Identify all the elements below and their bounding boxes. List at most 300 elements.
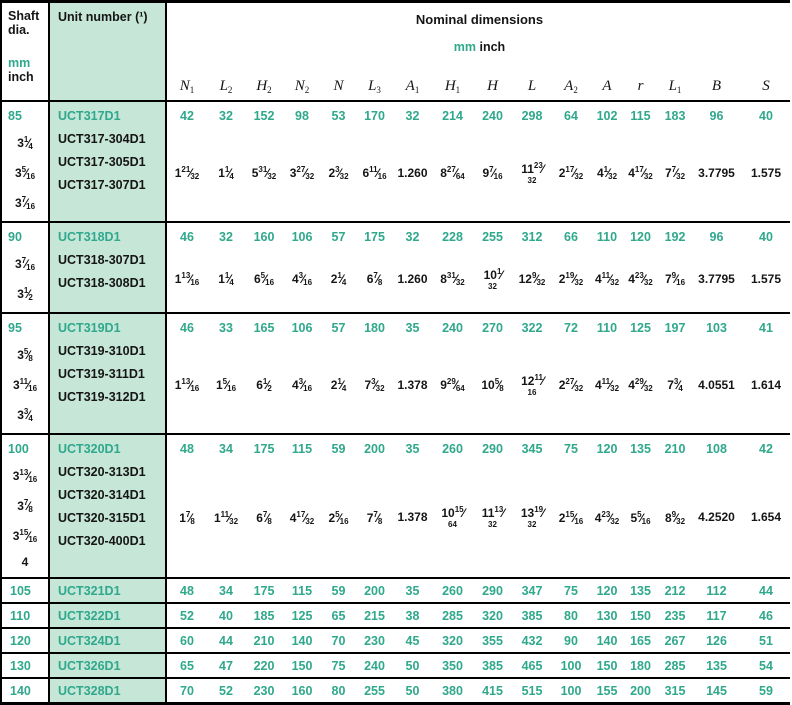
dim-cell-h1	[432, 102, 473, 221]
column-symbols-row	[167, 78, 792, 100]
dim-cell-l1	[657, 102, 693, 221]
dim-mm-value: 53	[331, 109, 346, 123]
dim-mm-value: 322	[521, 321, 543, 335]
dim-cell-l2	[207, 102, 245, 221]
dim-cell-a2	[552, 314, 590, 433]
spacer	[8, 37, 46, 56]
unit-number-sub: UCT318-307D1	[58, 253, 146, 267]
dim-cell-n1	[167, 314, 207, 433]
dim-cell-r: 180	[630, 658, 651, 673]
dim-mm-value: 125	[630, 321, 651, 335]
dim-cell-r	[624, 314, 657, 433]
dim-inch-value: $10^5⁄_8$	[481, 377, 504, 393]
unit-number-cell	[50, 435, 167, 577]
dim-mm-value: 32	[405, 230, 420, 244]
dim-mm-value: 75	[564, 442, 578, 456]
shaft-dia-header	[2, 3, 50, 100]
single-row-105	[2, 577, 790, 602]
dim-cell-a	[590, 223, 624, 312]
dim-cell-a1	[393, 223, 432, 312]
dim-cell-a: 130	[596, 608, 618, 623]
dim-cell-n1: 65	[180, 658, 194, 673]
dim-mm-value: 200	[364, 442, 385, 456]
column-header-n: N	[333, 78, 344, 94]
dim-cell-l: 515	[521, 683, 543, 698]
dim-cell-n1: 60	[180, 633, 194, 648]
column-header-b: B	[711, 78, 722, 94]
dim-cell-h2	[245, 435, 283, 577]
unit-number-cell: UCT328D1	[50, 679, 167, 702]
dim-cell-b: 126	[706, 633, 727, 648]
dim-cell-a1	[393, 314, 432, 433]
dim-mm-value: 110	[596, 230, 618, 244]
dim-cell-l	[512, 435, 552, 577]
unit-number-main: UCT317D1	[58, 109, 121, 123]
dim-cell-n2: 150	[291, 658, 313, 673]
shaft-header-line1: Shaft	[8, 9, 40, 23]
dim-cell-l3	[356, 223, 393, 312]
dim-cell-h2: 230	[253, 683, 275, 698]
dim-mm-value: 42	[759, 442, 773, 456]
dim-cell-a1: 35	[405, 583, 420, 598]
dim-cell-l2	[207, 223, 245, 312]
dim-cell-b: 112	[706, 583, 727, 598]
dim-inch-value: $1^{13}⁄_{16}$	[174, 377, 200, 393]
dim-cell-a: 150	[596, 658, 618, 673]
dim-cell-n1	[167, 223, 207, 312]
dim-inch-value: $1^5⁄_{16}$	[215, 377, 237, 393]
dim-inch-value: $2^{17}⁄_{32}$	[558, 165, 584, 181]
dim-cell-l1	[657, 223, 693, 312]
dim-cell-h	[473, 435, 512, 577]
dim-cell-l	[512, 223, 552, 312]
dim-cell-l: 465	[521, 658, 543, 673]
unit-number-cell	[50, 102, 167, 221]
dim-mm-value: 152	[253, 109, 275, 123]
dim-mm-value: 298	[521, 109, 543, 123]
dim-inch-value: $1^{13}⁄_{16}$	[174, 271, 200, 287]
shaft-dia-cell: 120	[2, 629, 50, 652]
dim-inch-value: $1^1⁄_4$	[218, 165, 234, 181]
unit-number-cell	[50, 314, 167, 433]
dim-cell-s: 54	[759, 658, 773, 673]
dim-cell-b	[693, 435, 740, 577]
shaft-mm-value: 95	[8, 321, 22, 335]
dim-mm-value: 135	[630, 442, 651, 456]
shaft-header-line2: dia.	[8, 23, 30, 37]
dim-cell-a2: 90	[564, 633, 578, 648]
dim-cell-a1: 50	[405, 683, 420, 698]
single-row-130	[2, 652, 790, 677]
dim-inch-value: 1.260	[397, 271, 428, 286]
shaft-inch-value: $3^5⁄_8$	[17, 347, 33, 363]
dim-cell-s	[740, 223, 792, 312]
shaft-dia-cell: 130	[2, 654, 50, 677]
dim-cell-s	[740, 314, 792, 433]
column-header-n2: $N_2$	[294, 78, 310, 95]
units-row	[167, 40, 792, 54]
shaft-inch-value: $3^3⁄_4$	[17, 407, 33, 423]
dim-cell-l: 347	[521, 583, 543, 598]
shaft-dia-cell: 105	[2, 579, 50, 602]
dim-cell-l2: 52	[219, 683, 233, 698]
dim-mm-value: 312	[521, 230, 543, 244]
dim-inch-value: $2^1⁄_4$	[330, 377, 347, 393]
dim-inch-value: $2^1⁄_4$	[330, 271, 347, 287]
dim-inch-value: $4^{11}⁄_{32}$	[594, 377, 620, 393]
dim-cell-h: 415	[482, 683, 503, 698]
unit-number-main: UCT319D1	[58, 321, 121, 335]
shaft-inch-value: $3^{15}⁄_{16}$	[12, 528, 38, 544]
shaft-mm-value: 85	[8, 109, 22, 123]
dim-inch-value: 3.7795	[698, 271, 735, 286]
dim-mm-value: 228	[442, 230, 463, 244]
dim-mm-value: 106	[291, 321, 313, 335]
dim-cell-l2: 34	[219, 583, 233, 598]
dim-inch-value: $4^{23}⁄_{32}$	[594, 509, 620, 526]
dim-inch-value: 1.575	[750, 165, 782, 180]
dim-cell-h	[473, 223, 512, 312]
dim-cell-r	[624, 223, 657, 312]
dim-mm-value: 57	[331, 230, 346, 244]
dim-cell-n: 80	[331, 683, 346, 698]
dim-inch-value: $4^{17}⁄_{32}$	[628, 165, 653, 181]
dim-mm-value: 102	[596, 109, 618, 123]
dim-cell-a	[590, 435, 624, 577]
dim-cell-l1: 212	[664, 583, 686, 598]
inch-units-label: inch	[479, 40, 506, 54]
dim-mm-value: 175	[364, 230, 385, 244]
dim-cell-s: 46	[759, 608, 773, 623]
dim-cell-n2	[283, 435, 321, 577]
mm-units-label: mm	[453, 40, 477, 54]
unit-number-sub: UCT320-313D1	[58, 465, 146, 479]
dim-cell-l1: 315	[664, 683, 686, 698]
dim-inch-value: $2^{15}⁄_{16}$	[558, 509, 584, 526]
single-row-120	[2, 627, 790, 652]
dim-cell-n	[321, 314, 356, 433]
dim-mm-value: 192	[664, 230, 686, 244]
dim-cell-l1: 267	[664, 633, 686, 648]
dim-cell-n2: 160	[291, 683, 313, 698]
dim-mm-value: 32	[219, 230, 233, 244]
dim-mm-value: 48	[180, 442, 194, 456]
dim-cell-a1: 50	[405, 658, 420, 673]
dim-cell-l3	[356, 314, 393, 433]
dim-cell-a: 155	[596, 683, 618, 698]
dim-inch-value: $2^5⁄_{16}$	[328, 509, 349, 526]
dim-cell-n	[321, 223, 356, 312]
group-row-100	[2, 433, 790, 577]
dim-mm-value: 110	[596, 321, 618, 335]
dim-cell-a1: 38	[405, 608, 420, 623]
unit-number-cell: UCT326D1	[50, 654, 167, 677]
dim-mm-value: 46	[180, 230, 194, 244]
unit-number-sub: UCT319-310D1	[58, 344, 146, 358]
dim-cell-n1: 48	[180, 583, 194, 598]
unit-number-cell: UCT324D1	[50, 629, 167, 652]
unit-number-header	[50, 3, 167, 100]
dim-inch-value: $10^1⁄$ 32	[483, 266, 503, 291]
dim-mm-value: 34	[219, 442, 233, 456]
shaft-dia-cell	[2, 223, 50, 312]
dim-inch-value: $6^7⁄_8$	[256, 509, 272, 526]
dim-cell-l3: 215	[364, 608, 385, 623]
dim-mm-value: 120	[596, 442, 618, 456]
shaft-mm-value: 100	[8, 442, 29, 456]
dim-inch-value: $8^{31}⁄_{32}$	[440, 271, 465, 287]
dim-inch-value: $1^{11}⁄_{32}$	[213, 509, 239, 526]
nominal-dimensions-header	[167, 3, 792, 100]
dim-mm-value: 170	[364, 109, 385, 123]
dim-cell-h1: 320	[442, 633, 463, 648]
dim-inch-value: $3^{27}⁄_{32}$	[289, 165, 315, 181]
unit-number-main: UCT318D1	[58, 230, 121, 244]
dim-cell-l3: 255	[364, 683, 385, 698]
dim-cell-n2: 140	[291, 633, 313, 648]
column-header-r: r	[637, 78, 644, 94]
dim-inch-value: $4^{11}⁄_{32}$	[594, 271, 620, 287]
dim-mm-value: 42	[180, 109, 194, 123]
group-row-95	[2, 312, 790, 433]
shaft-inch-value: $3^7⁄_{16}$	[14, 256, 36, 272]
dim-cell-n: 59	[331, 583, 346, 598]
dim-inch-value: 1.614	[750, 377, 782, 392]
dim-cell-l2	[207, 435, 245, 577]
column-header-l2: $L_2$	[219, 78, 233, 95]
dim-cell-a2: 80	[564, 608, 578, 623]
dim-mm-value: 210	[664, 442, 686, 456]
dim-inch-value: 1.575	[750, 271, 782, 286]
dim-cell-l	[512, 102, 552, 221]
dim-cell-s: 51	[759, 633, 773, 648]
dim-mm-value: 115	[291, 442, 313, 456]
dim-mm-value: 103	[706, 321, 727, 335]
dim-cell-n: 75	[331, 658, 346, 673]
unit-number-sub: UCT318-308D1	[58, 276, 146, 290]
dim-mm-value: 183	[664, 109, 686, 123]
unit-number-cell	[50, 223, 167, 312]
dim-cell-h	[473, 314, 512, 433]
dim-inch-value: $4^{29}⁄_{32}$	[628, 377, 653, 393]
dim-cell-n2	[283, 102, 321, 221]
unit-number-sub: UCT317-305D1	[58, 155, 146, 169]
dim-inch-value: 4.0551	[698, 377, 735, 392]
dim-inch-value: $11^{23}⁄$ 32	[521, 160, 544, 185]
shaft-inch-value: $3^7⁄_{16}$	[14, 195, 36, 211]
shaft-inch-value: $3^{13}⁄_{16}$	[12, 468, 38, 484]
dim-cell-l2: 44	[219, 633, 233, 648]
shaft-header-inch-label: inch	[8, 70, 34, 84]
dim-mm-value: 46	[180, 321, 194, 335]
dim-cell-r: 135	[630, 583, 651, 598]
dim-inch-value: $8^9⁄_{32}$	[664, 509, 686, 526]
dim-inch-value: $2^3⁄_{32}$	[328, 165, 349, 181]
dim-cell-r: 150	[630, 608, 651, 623]
dim-cell-a2: 75	[564, 583, 578, 598]
dim-mm-value: 175	[253, 442, 275, 456]
dim-cell-a: 140	[596, 633, 618, 648]
unit-number-sub: UCT319-311D1	[58, 367, 145, 381]
dim-mm-value: 32	[219, 109, 233, 123]
dim-cell-r	[624, 102, 657, 221]
column-header-s: S	[762, 78, 770, 94]
unit-number-sub: UCT317-304D1	[58, 132, 146, 146]
dim-cell-s	[740, 102, 792, 221]
dim-cell-r: 200	[630, 683, 651, 698]
dim-inch-value: $8^{27}⁄_{64}$	[440, 165, 465, 181]
dim-cell-h: 320	[482, 608, 503, 623]
dim-mm-value: 180	[364, 321, 385, 335]
dim-cell-h	[473, 102, 512, 221]
dim-cell-h2: 185	[253, 608, 275, 623]
unit-number-cell: UCT321D1	[50, 579, 167, 602]
dim-inch-value: $4^{23}⁄_{32}$	[628, 271, 653, 287]
dim-inch-value: $4^{17}⁄_{32}$	[289, 509, 315, 526]
dim-mm-value: 96	[709, 230, 724, 244]
dim-mm-value: 40	[759, 230, 773, 244]
unit-number-sub: UCT320-315D1	[58, 511, 146, 525]
dim-cell-l3	[356, 102, 393, 221]
dim-cell-a1	[393, 435, 432, 577]
single-row-110	[2, 602, 790, 627]
dim-mm-value: 33	[219, 321, 233, 335]
column-header-l3: $L_3$	[368, 78, 381, 95]
dim-cell-b: 117	[706, 608, 727, 623]
unit-number-sub: UCT320-314D1	[58, 488, 146, 502]
dim-cell-h1	[432, 223, 473, 312]
dim-mm-value: 214	[442, 109, 463, 123]
dim-inch-value: $9^7⁄_{16}$	[482, 165, 503, 181]
column-header-a: A	[602, 78, 612, 94]
dim-cell-h2	[245, 223, 283, 312]
column-header-a1: $A_1$	[405, 78, 420, 95]
dim-cell-s: 44	[759, 583, 773, 598]
dim-mm-value: 165	[253, 321, 275, 335]
dim-inch-value: $7^3⁄_{32}$	[364, 377, 385, 393]
dim-inch-value: $12^9⁄_{32}$	[518, 271, 546, 287]
group-row-90	[2, 221, 790, 312]
dim-mm-value: 160	[253, 230, 275, 244]
dim-mm-value: 197	[664, 321, 686, 335]
dim-inch-value: $11^{13}⁄$ 32	[481, 505, 505, 529]
dim-cell-h: 355	[482, 633, 503, 648]
dim-cell-b: 145	[706, 683, 727, 698]
dim-mm-value: 120	[630, 230, 651, 244]
dim-cell-n1	[167, 102, 207, 221]
dim-mm-value: 35	[405, 321, 420, 335]
unit-number-sub: UCT317-307D1	[58, 178, 146, 192]
dim-cell-a1	[393, 102, 432, 221]
group-row-85	[2, 100, 790, 221]
dim-cell-n1: 70	[180, 683, 194, 698]
shaft-dia-cell	[2, 314, 50, 433]
dim-cell-a: 120	[596, 583, 618, 598]
dim-cell-n2	[283, 314, 321, 433]
dim-mm-value: 270	[482, 321, 503, 335]
dim-cell-h1	[432, 435, 473, 577]
dim-cell-a2	[552, 223, 590, 312]
dim-inch-value: $4^3⁄_{16}$	[291, 377, 313, 393]
dim-mm-value: 64	[564, 109, 578, 123]
column-header-h2: $H_2$	[256, 78, 272, 95]
dim-cell-n2: 125	[291, 608, 313, 623]
dim-mm-value: 106	[291, 230, 313, 244]
dim-cell-l1	[657, 435, 693, 577]
dim-inch-value: $4^3⁄_{16}$	[291, 271, 313, 287]
dim-cell-h1: 285	[442, 608, 463, 623]
dim-cell-s	[740, 435, 792, 577]
dim-cell-h2	[245, 102, 283, 221]
dim-cell-l3: 200	[364, 583, 385, 598]
dim-inch-value: 3.7795	[698, 165, 735, 180]
dim-inch-value: $6^1⁄_2$	[256, 377, 272, 393]
dim-mm-value: 240	[482, 109, 503, 123]
unit-number-sub: UCT320-400D1	[58, 534, 146, 548]
column-header-l1: $L_1$	[668, 78, 682, 95]
dim-mm-value: 255	[482, 230, 503, 244]
shaft-dia-cell	[2, 102, 50, 221]
dim-inch-value: $7^3⁄_4$	[667, 377, 683, 393]
unit-number-header-label: Unit number (¹)	[58, 10, 148, 24]
dim-cell-a2	[552, 435, 590, 577]
dim-inch-value: $2^{27}⁄_{32}$	[558, 377, 584, 393]
dim-cell-h1: 260	[442, 583, 463, 598]
dim-inch-value: $5^{31}⁄_{32}$	[251, 165, 277, 181]
dim-cell-h2: 210	[253, 633, 275, 648]
dim-cell-n	[321, 435, 356, 577]
dim-cell-h2	[245, 314, 283, 433]
dim-cell-l: 385	[521, 608, 543, 623]
dim-cell-l3: 230	[364, 633, 385, 648]
shaft-header-mm-label: mm	[8, 56, 31, 70]
dim-mm-value: 345	[521, 442, 543, 456]
dim-cell-n1: 52	[180, 608, 194, 623]
dim-mm-value: 57	[331, 321, 346, 335]
dim-cell-h: 290	[482, 583, 503, 598]
dim-cell-l3	[356, 435, 393, 577]
dim-inch-value: $6^7⁄_8$	[366, 271, 383, 287]
dim-inch-value: 4.2520	[698, 510, 735, 524]
unit-number-sub: UCT319-312D1	[58, 390, 146, 404]
dim-inch-value: $1^7⁄_8$	[179, 509, 195, 526]
dim-inch-value: $1^{21}⁄_{32}$	[174, 165, 200, 181]
dim-mm-value: 40	[759, 109, 773, 123]
nominal-dimensions-title: Nominal dimensions	[415, 12, 544, 27]
shaft-inch-value: 4	[21, 555, 29, 569]
dim-mm-value: 98	[295, 109, 309, 123]
dim-cell-l2	[207, 314, 245, 433]
shaft-inch-value: $3^1⁄_4$	[17, 135, 33, 151]
dim-mm-value: 260	[442, 442, 463, 456]
shaft-inch-value: $3^1⁄_2$	[17, 286, 33, 302]
dim-cell-b	[693, 314, 740, 433]
dim-inch-value: $7^7⁄_{32}$	[664, 165, 686, 181]
dim-mm-value: 108	[706, 442, 727, 456]
dim-cell-h1: 350	[442, 658, 463, 673]
dim-inch-value: 1.378	[397, 377, 428, 392]
dim-inch-value: $5^5⁄_{16}$	[630, 509, 651, 526]
dim-inch-value: $4^1⁄_{32}$	[596, 165, 618, 181]
shaft-inch-value: $3^7⁄_8$	[17, 498, 33, 514]
dim-cell-a1: 45	[405, 633, 420, 648]
dim-cell-l1	[657, 314, 693, 433]
dim-cell-a2: 100	[560, 658, 582, 673]
dim-cell-b	[693, 102, 740, 221]
unit-number-cell: UCT322D1	[50, 604, 167, 627]
dim-inch-value: 1.260	[397, 165, 428, 180]
shaft-dia-cell: 110	[2, 604, 50, 627]
